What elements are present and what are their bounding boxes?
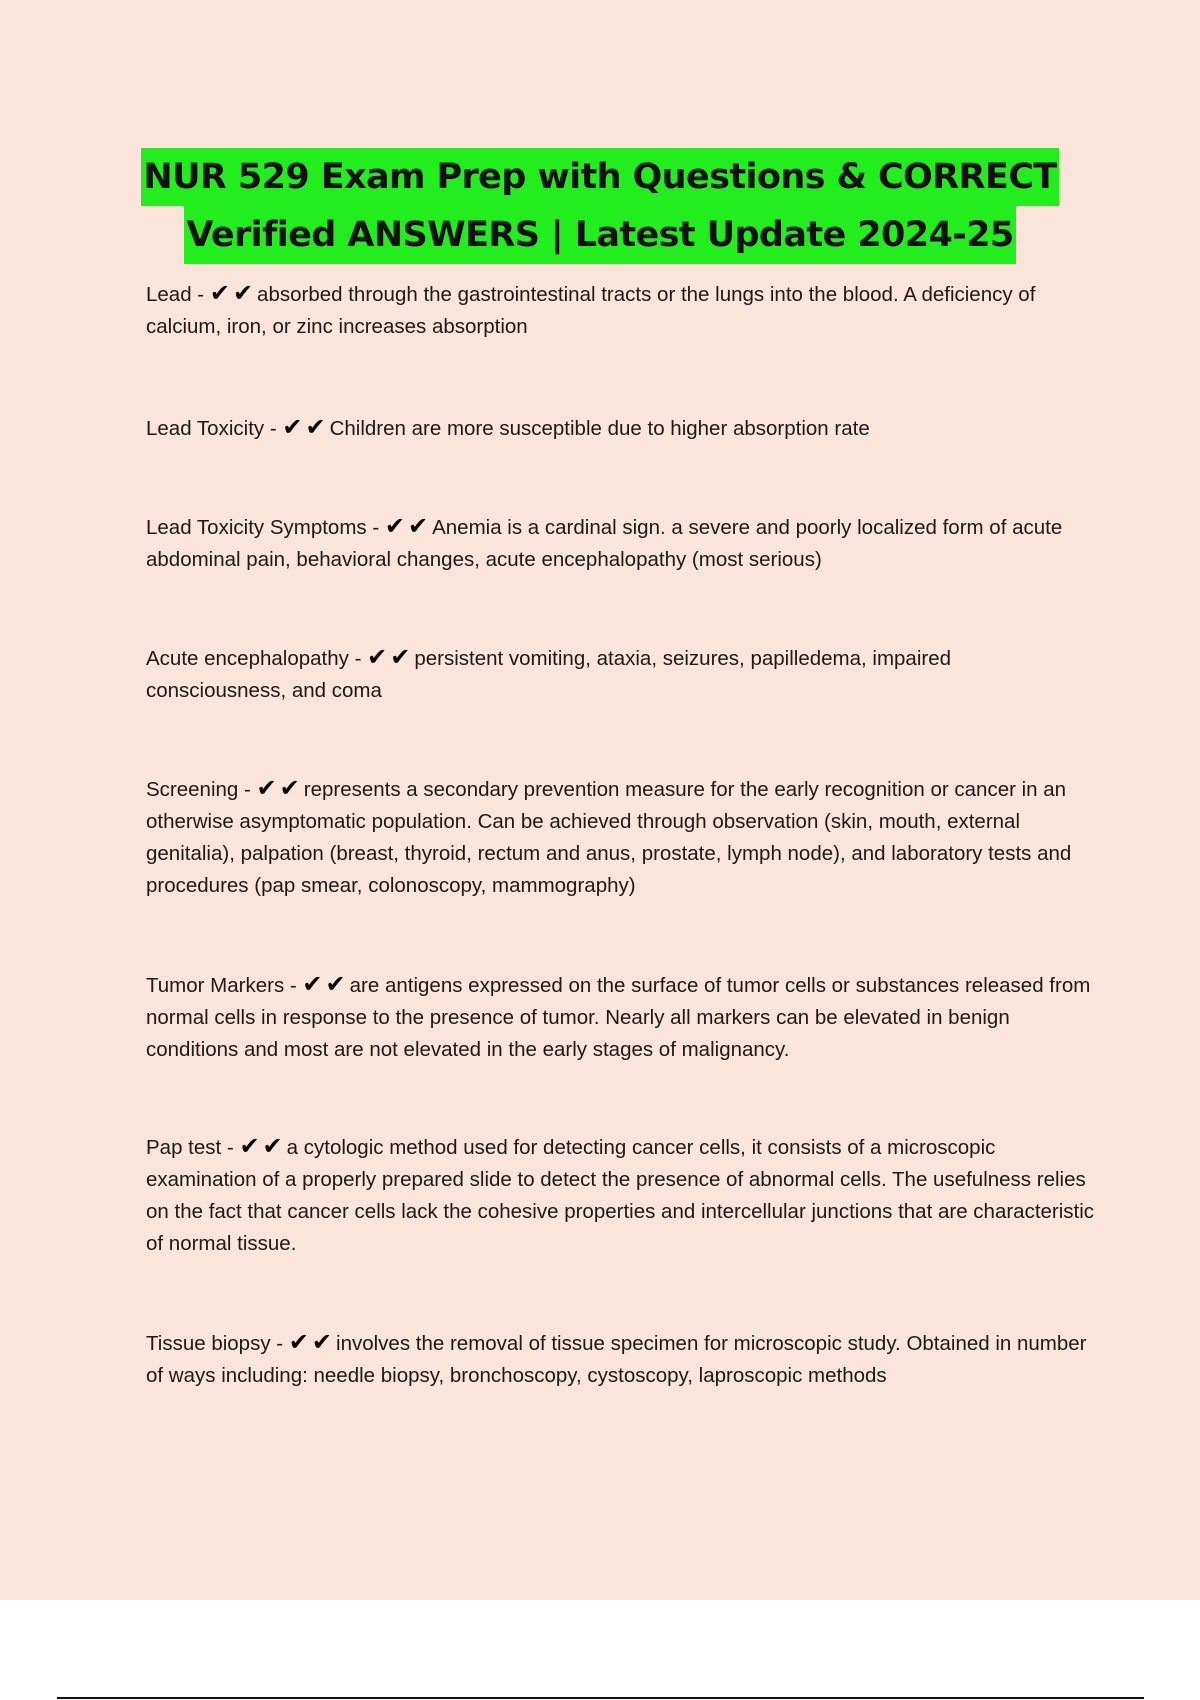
entry-term: Acute encephalopathy - xyxy=(146,647,368,670)
double-checkmark-icon: ✔✔ xyxy=(282,413,329,441)
entry-term: Screening - xyxy=(146,778,257,801)
entry-term: Lead Toxicity Symptoms - xyxy=(146,516,385,539)
entry-term: Pap test - xyxy=(146,1136,240,1159)
entry-definition: a cytologic method used for detecting cancer cells, it consists of a microscopic examination of a properly prepared slide to detect the presence of abnormal cells. The usefulness relies on the fact that cancer cells lack the cohesive properties and intercellular junctions that are characteristic of normal tissue. xyxy=(146,1136,1095,1255)
entry-definition: persistent vomiting, ataxia, seizures, papilledema, impaired consciousness, and coma xyxy=(146,647,952,702)
entry-lead-toxicity xyxy=(146,413,1096,445)
entry-definition: Children are more susceptible due to higher absorption rate xyxy=(329,417,870,440)
double-checkmark-icon: ✔✔ xyxy=(302,970,349,998)
entry-screening xyxy=(146,774,1096,902)
entry-definition: absorbed through the gastrointestinal tracts or the lungs into the blood. A deficiency of calcium, iron, or zinc increases absorption xyxy=(146,283,1036,338)
entry-definition: represents a secondary prevention measure for the early recognition or cancer in an otherwise asymptomatic population. Can be achieved through observation (skin, mouth, external genitalia), palpation (breast, thyroid, rectum and anus, prostate, lymph node), and laboratory tests and procedures (pap smear, colonoscopy, mammography) xyxy=(146,778,1072,897)
entry-term: Lead - xyxy=(146,283,210,306)
entry-tissue-biopsy xyxy=(146,1328,1096,1392)
entry-lead xyxy=(146,279,1096,343)
entry-lead-toxicity-symptoms xyxy=(146,512,1096,576)
double-checkmark-icon: ✔✔ xyxy=(384,512,432,540)
double-checkmark-icon: ✔✔ xyxy=(239,1132,286,1160)
double-checkmark-icon: ✔✔ xyxy=(288,1328,336,1356)
entry-acute-encephalopathy xyxy=(146,643,1096,707)
entry-term: Tumor Markers - xyxy=(146,974,303,997)
double-checkmark-icon: ✔✔ xyxy=(367,643,414,671)
footer-divider xyxy=(57,1697,1144,1699)
entry-definition: involves the removal of tissue specimen for microscopic study. Obtained in number of ways including: needle biopsy, bronchoscopy, cystoscopy, laproscopic methods xyxy=(146,1332,1087,1387)
entry-term: Lead Toxicity - xyxy=(146,417,283,440)
entry-pap-test xyxy=(146,1132,1096,1260)
entry-term: Tissue biopsy - xyxy=(146,1332,289,1355)
title-line-2: Verified ANSWERS | Latest Update 2024-25 xyxy=(184,206,1015,264)
title-line-1: NUR 529 Exam Prep with Questions & CORRECT xyxy=(141,148,1058,206)
entry-definition: Anemia is a cardinal sign. a severe and poorly localized form of acute abdominal pain, behavioral changes, acute encephalopathy (most serious) xyxy=(146,516,1063,571)
entry-tumor-markers xyxy=(146,970,1096,1066)
entry-definition: are antigens expressed on the surface of tumor cells or substances released from normal cells in response to the presence of tumor. Nearly all markers can be elevated in benign conditions and most are not elevated in the early stages of malignancy. xyxy=(146,974,1091,1061)
double-checkmark-icon: ✔✔ xyxy=(256,774,303,802)
document-title xyxy=(0,148,1200,264)
double-checkmark-icon: ✔✔ xyxy=(209,279,257,307)
